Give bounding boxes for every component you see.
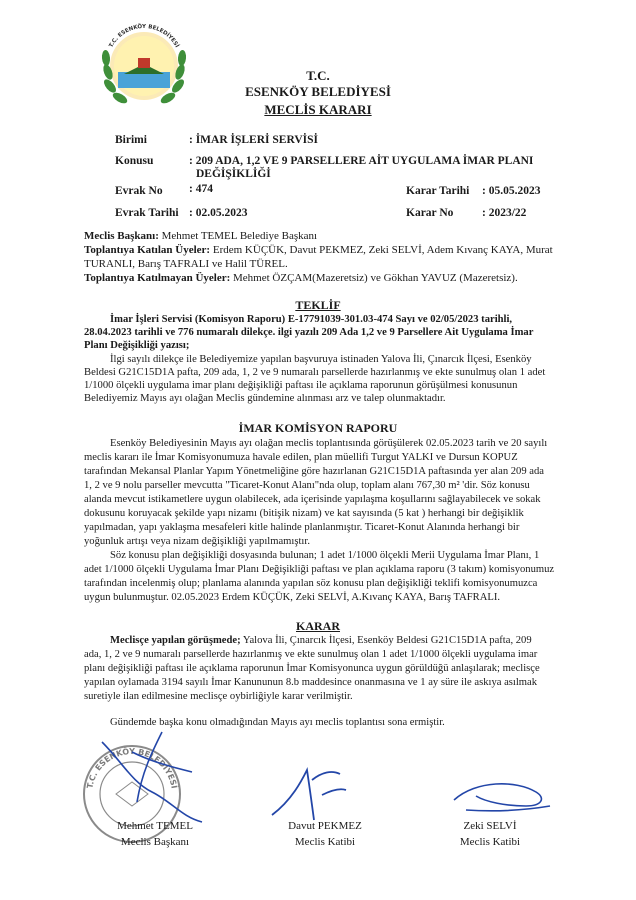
karar-p4: yapılan oylamada 3194 sayılı İmar Kanununun 8.b maddesince onanmasına ve 1 ay süre ile askıya asılmak	[84, 677, 538, 688]
header-tc: T.C.	[306, 68, 330, 83]
signature-selvi-name: Zeki SELVİ	[463, 820, 517, 832]
rapor-p7: yapılmadan, yapı yaklaşma mesafeleri kitle halinde planlanmıştır. Ticaret-Konut Alanında herhangi bir	[84, 522, 520, 533]
signature-selvi	[430, 818, 550, 850]
logo-text: T.C. ESENKÖY BELEDİYESİ	[108, 23, 180, 49]
rapor-p9: Söz konusu plan değişikliği dosyasında bulunan; 1 adet 1/1000 ölçekli Merii Uygulama İmar Planı, 1	[110, 550, 540, 561]
konusu-value-line2: DEĞİŞİKLİĞİ	[196, 168, 271, 180]
signature-pekmez-title: Meclis Katibi	[294, 836, 356, 848]
karar-p3: planı değişikliği paftası ile açıklama raporunun İmar Komisyonunca uygun görüldüğü anlaşılarak; meclisçe	[84, 663, 540, 674]
evrak-tarihi-label: Evrak Tarihi	[115, 207, 179, 219]
rapor-p3: tarafından Mekansal Planlar Yapım Yönetmeliğine göre hazırlanan G21C15D1A paftasında yer alan 209 ada	[84, 466, 545, 477]
teklif-p2: Beldesi G21C15D1A pafta, 209 ada, 1, 2 ve 9 numaralı parsellerde hazırlanmış ve ekte sunulmuş olan 1 adet	[84, 367, 546, 378]
evrak-no-value: : 474	[189, 183, 213, 195]
teklif-p4: Belediyemiz Mayıs ayı olağan Meclis gündemine alınması arz ve talep olunmaktadır.	[84, 393, 446, 404]
evrak-tarihi-value: : 02.05.2023	[189, 207, 248, 219]
meclis-baskani-line	[84, 230, 317, 243]
birimi-label: Birimi	[115, 134, 147, 146]
rapor-p10: adet 1/1000 ölçekli Uygulama İmar Planı Değişikliği paftası ve plan açıklama raporu (3 takım) komisyonumuz	[84, 564, 555, 575]
karar-no-label: Karar No	[406, 207, 454, 219]
karar-title: KARAR	[296, 619, 340, 633]
karar-p2: ada, 1, 2 ve 9 numaralı parsellerde hazırlanmış ve ekte sunulmuş olan 1 adet 1/1000 ölçekli uygulama imar	[84, 649, 538, 660]
rapor-p6: dokusunu koruyacak şekilde yapı nizamı (bitişik nizam) ve kat sayısında (5 kat ) herhangi bir değişiklik	[84, 508, 524, 519]
katilmayan-uyeler-label: Toplantıya Katılmayan Üyeler:	[84, 272, 231, 284]
teklif-bold-line1: İmar İşleri Servisi (Komisyon Raporu) E-17791039-301.03-474 Sayı ve 02/05/2023 tarihli,	[110, 314, 513, 325]
signature-pekmez-name: Davut PEKMEZ	[288, 820, 362, 832]
stamp-text: T.C. ESENKÖY BELEDİYESİ	[85, 746, 179, 790]
signature-pekmez	[265, 818, 385, 850]
katilmayan-uyeler-line	[84, 272, 518, 285]
teklif-p1: İlgi sayılı dilekçe ile Belediyemize yapılan başvuruya istinaden Yalova İli, Çınarcık İlçesi, Esenköy	[110, 354, 532, 365]
karar-closing: Gündemde başka konu olmadığından Mayıs ayı meclis toplantısı sona ermiştir.	[110, 717, 445, 728]
birimi-value: : İMAR İŞLERİ SERVİSİ	[189, 134, 319, 146]
teklif-title: TEKLİF	[295, 298, 341, 312]
rapor-p12: uygun bulunmuştur. 02.05.2023 Erdem KÜÇÜK, Zeki SELVİ, A.Kıvanç KAYA, Barış TAFRALI.	[84, 592, 501, 603]
signature-baskan-title: Meclis Başkanı	[120, 836, 190, 848]
katilan-uyeler-line1	[84, 244, 553, 257]
signature-selvi-title: Meclis Katibi	[459, 836, 521, 848]
karar-tarihi-label: Karar Tarihi	[406, 185, 470, 197]
rapor-title: İMAR KOMİSYON RAPORU	[238, 421, 398, 435]
katilmayan-uyeler-value: Mehmet ÖZÇAM(Mazeretsiz) ve Gökhan YAVUZ (Mazeretsiz).	[230, 272, 518, 284]
rapor-p8: yoğunluk artışı veya nizam değişikliği yapılmamıştır.	[84, 536, 310, 547]
teklif-bold-line2: 28.04.2023 tarihli ve 776 numaralı dilekçe. ilgi yazılı 209 Ada 1,2 ve 9 Parsellere Ait Uygulama İmar	[84, 327, 534, 338]
rapor-p1: Esenköy Belediyesinin Mayıs ayı olağan meclis toplantısında görüşülerek 02.05.2023 tarih ve 20 sayılı	[110, 438, 548, 449]
meclis-baskani-label: Meclis Başkanı:	[84, 230, 159, 242]
evrak-no-label: Evrak No	[115, 185, 163, 197]
signature-baskan-name: Mehmet TEMEL	[117, 820, 193, 832]
signature-mark-baskan	[92, 722, 212, 832]
signature-baskan	[100, 818, 210, 850]
katilan-uyeler-label: Toplantıya Katılan Üyeler:	[84, 244, 211, 256]
katilan-uyeler-line2: TURANLI, Barış TAFRALI ve Halil TÜREL.	[84, 258, 288, 270]
signature-mark-selvi	[446, 770, 556, 820]
header-municipality: ESENKÖY BELEDİYESİ	[245, 84, 391, 99]
rapor-p2: meclis kararı ile İmar Komisyonumuza havale edilen, plan müellifi Turgut YALKI ve Dursun KOPUZ	[84, 452, 518, 463]
rapor-p5: alanda mevcut istikametlere uygun olabilecek, ada içerisinde yapılaşma koşullarını sağlayabilecek ve sokak	[84, 494, 541, 505]
karar-p5: suretiyle ilan edilmesine meclisçe oybirliğiyle karar verilmiştir.	[84, 691, 353, 702]
karar-tarihi-value: : 05.05.2023	[482, 185, 541, 197]
katilan-uyeler-value-1: Erdem KÜÇÜK, Davut PEKMEZ, Zeki SELVİ, Adem Kıvanç KAYA, Murat	[210, 244, 553, 256]
karar-no-value: : 2023/22	[482, 207, 527, 219]
karar-bold-lead: Meclisçe yapılan görüşmede;	[110, 635, 241, 646]
karar-p1	[110, 634, 532, 647]
teklif-p3: 1/1000 ölçekli uygulama imar planı değişikliği paftası ile açıklama raporunun görüşülmesi konusunun	[84, 380, 518, 391]
teklif-bold-line3: Planı Değişikliği yazısı;	[84, 340, 190, 351]
karar-p1-text: Yalova İli, Çınarcık İlçesi, Esenköy Beldesi G21C15D1A pafta, 209	[240, 635, 532, 646]
meclis-baskani-value: Mehmet TEMEL Belediye Başkanı	[158, 230, 318, 242]
rapor-p4: 1, 2 ve 9 nolu parseller mevcutta "Ticaret-Konut Alanı"nda olup, toplam alanı 767,30 m² 'dir. Söz konusu	[84, 480, 530, 491]
rapor-p11: tarafından incelenmiş olup; planlama alanında yapılan söz konusu plan değişikliği teklifi komisyonumuzca	[84, 578, 538, 589]
header-document-title: MECLİS KARARI	[264, 102, 372, 117]
konusu-label: Konusu	[115, 155, 154, 167]
konusu-value-line1: : 209 ADA, 1,2 VE 9 PARSELLERE AİT UYGULAMA İMAR PLANI	[189, 155, 534, 167]
